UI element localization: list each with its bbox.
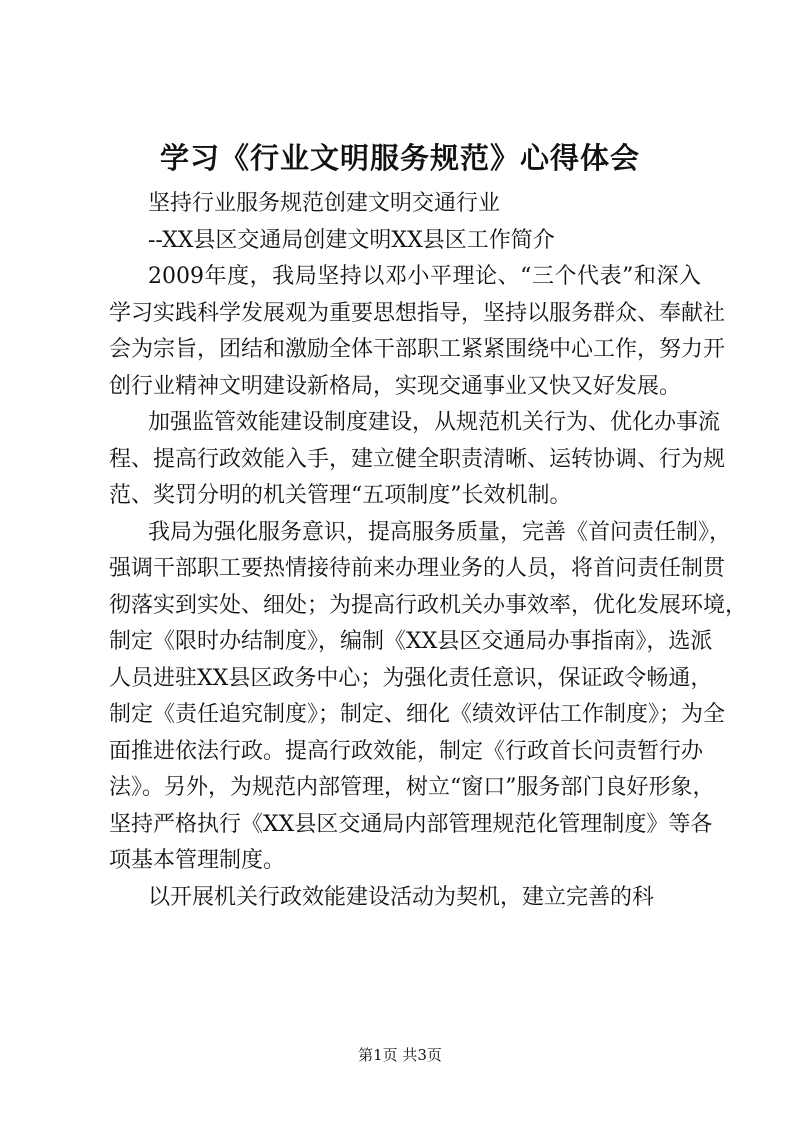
paragraph-line: 程、提高行政效能入手，建立健全职责清晰、运转协调、行为规 [109,446,726,472]
paragraph-line: 彻落实到实处、细处；为提高行政机关办事效率，优化发展环境， [109,592,748,618]
paragraph-line: 以开展机关行政效能建设活动为契机，建立完善的科 [148,884,655,910]
page-footer: 第1页 共3页 [358,1046,442,1064]
paragraph-line: 范、奖罚分明的机关管理“五项制度”长效机制。 [109,483,572,508]
subtitle-line: --XX县区交通局创建文明XX县区工作简介 [148,227,555,253]
subtitle-line: 坚持行业服务规范创建文明交通行业 [148,191,501,216]
document-body [109,186,748,916]
paragraph-line: 2009年度，我局坚持以邓小平理论、“三个代表”和深入 [148,264,701,289]
paragraph-line: 项基本管理制度。 [109,848,286,873]
paragraph-line: 制定《限时办结制度》，编制《XX县区交通局办事指南》，选派 [109,629,713,654]
paragraph-line: 面推进依法行政。提高行政效能，制定《行政首长问责暂行办 [109,738,704,764]
paragraph-line: 坚持严格执行《XX县区交通局内部管理规范化管理制度》等各 [109,811,713,837]
paragraph-line: 会为宗旨，团结和激励全体干部职工紧紧围绕中心工作，努力开 [109,337,726,362]
paragraph-line: 制定《责任追究制度》；制定、细化《绩效评估工作制度》；为全 [109,702,726,727]
paragraph-line: 创行业精神文明建设新格局，实现交通事业又快又好发展。 [109,373,682,399]
paragraph-line: 加强监管效能建设制度建设，从规范机关行为、优化办事流 [148,410,721,435]
paragraph-line: 学习实践科学发展观为重要思想指导，坚持以服务群众、奉献社 [109,300,726,326]
paragraph-line: 人员进驻XX县区政务中心；为强化责任意识，保证政令畅通， [109,665,713,691]
paragraph-line: 我局为强化服务意识，提高服务质量，完善《首问责任制》， [148,519,732,545]
paragraph-line: 强调干部职工要热情接待前来办理业务的人员，将首问责任制贯 [109,556,726,581]
paragraph-line: 法》。另外，为规范内部管理，树立“窗口”服务部门良好形象， [109,775,715,800]
document-title: 学习《行业文明服务规范》心得体会 [159,141,640,175]
